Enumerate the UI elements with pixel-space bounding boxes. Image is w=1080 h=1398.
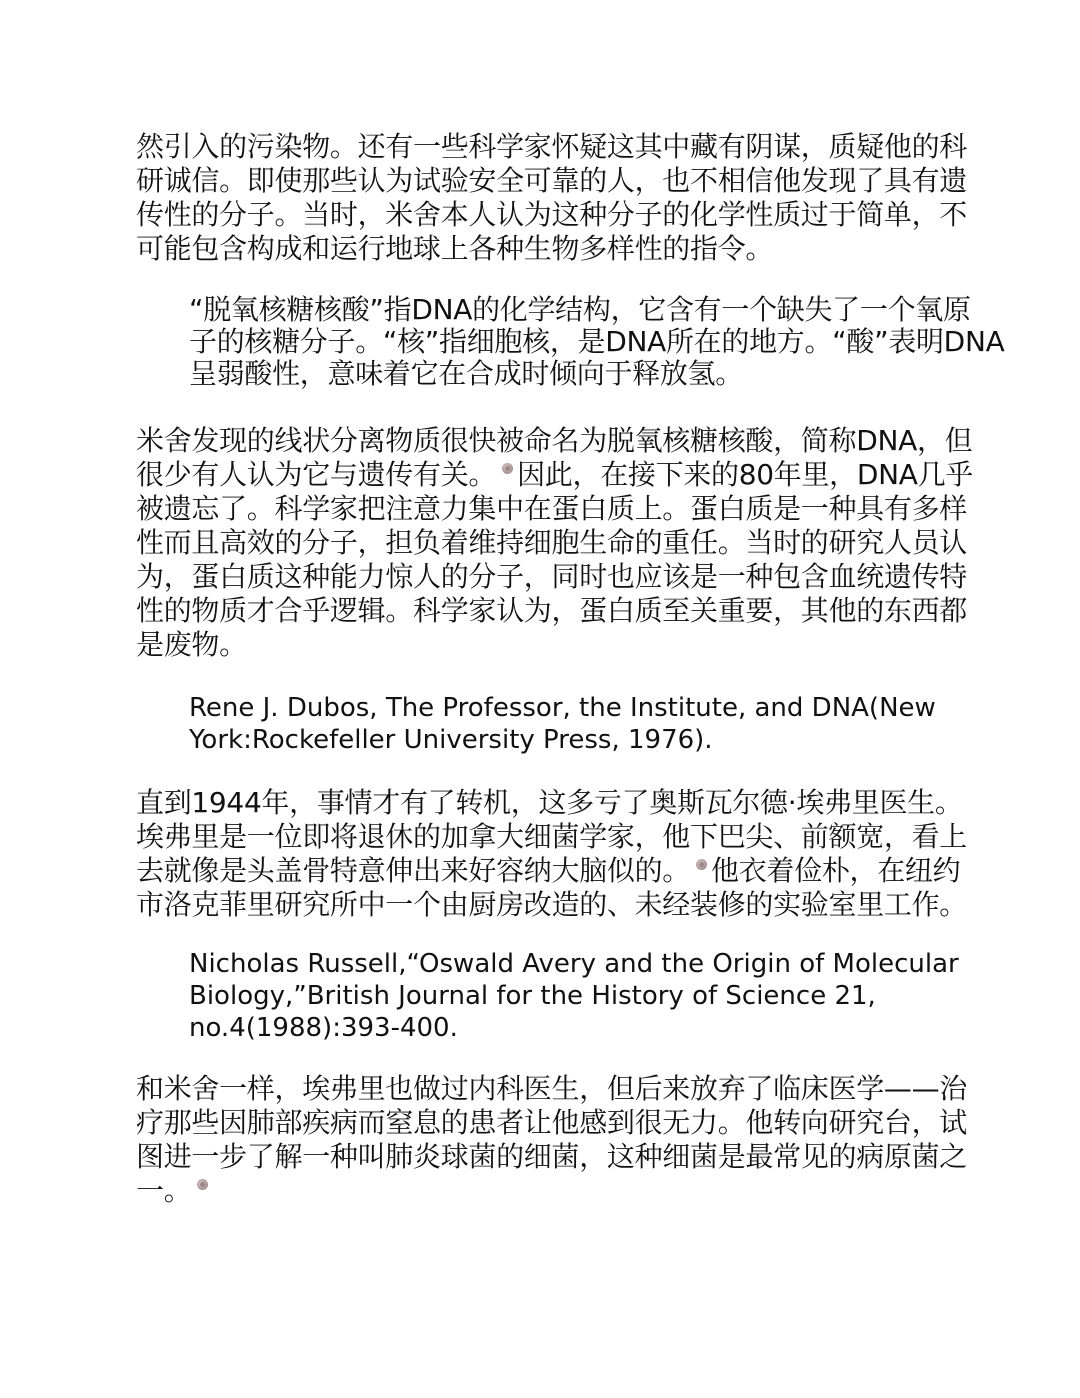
footnote-marker-icon[interactable]: [197, 1179, 208, 1190]
footnote-marker-icon[interactable]: [502, 463, 513, 474]
footnote-marker-icon[interactable]: [696, 859, 707, 870]
text-line: 性而且高效的分子，担负着维持细胞生命的重任。当时的研究人员认: [136, 526, 968, 559]
footnote-line: Rene J. Dubos, The Professor, the Institute, and DNA(New: [189, 693, 936, 723]
body-paragraph-1: [136, 130, 968, 266]
text-line: 性的物质才合乎逻辑。科学家认为，蛋白质至关重要，其他的东西都: [136, 594, 968, 627]
footnote-dubos-citation: [189, 692, 959, 756]
footnote-line: “脱氧核糖核酸”指DNA的化学结构，它含有一个缺失了一个氧原: [189, 293, 971, 326]
footnote-line: Biology,”British Journal for the History of Science 21,: [189, 981, 876, 1011]
text-fragment: 他衣着俭朴，在纽约: [711, 854, 961, 887]
body-paragraph-2: [136, 424, 974, 662]
text-line: 米舍发现的线状分离物质很快被命名为脱氧核糖核酸，简称DNA，但: [136, 424, 973, 457]
text-fragment: 去就像是头盖骨特意伸出来好容纳大脑似的。: [136, 854, 691, 887]
text-fragment: 因此，在接下来的80年里，DNA几乎: [517, 458, 974, 491]
footnote-line: 子的核糖分子。“核”指细胞核，是DNA所在的地方。“酸”表明DNA: [189, 325, 1005, 358]
text-line: 为，蛋白质这种能力惊人的分子，同时也应该是一种包含血统遗传特: [136, 560, 968, 593]
text-line: 市洛克菲里研究所中一个由厨房改造的、未经装修的实验室里工作。: [136, 888, 968, 921]
text-line: 被遗忘了。科学家把注意力集中在蛋白质上。蛋白质是一种具有多样: [136, 492, 968, 525]
text-line: 直到1944年，事情才有了转机，这多亏了奥斯瓦尔德·埃弗里医生。: [136, 786, 963, 819]
text-fragment: 很少有人认为它与遗传有关。: [136, 458, 497, 491]
text-line: 研诚信。即使那些认为试验安全可靠的人，也不相信他发现了具有遗: [136, 164, 968, 197]
text-line: 埃弗里是一位即将退休的加拿大细菌学家，他下巴尖、前额宽，看上: [136, 820, 968, 853]
footnote-russell-citation: [189, 948, 959, 1044]
text-line: 和米舍一样，埃弗里也做过内科医生，但后来放弃了临床医学——治: [136, 1072, 968, 1105]
text-line: [136, 854, 961, 888]
text-line: [136, 1174, 946, 1208]
text-line: 是废物。: [136, 628, 247, 661]
text-fragment: 一。: [136, 1174, 192, 1207]
text-line: 疗那些因肺部疾病而窒息的患者让他感到很无力。他转向研究台，试: [136, 1106, 968, 1139]
footnote-dna-definition: [189, 293, 1005, 390]
footnote-line: no.4(1988):393-400.: [189, 1013, 458, 1043]
text-line: 传性的分子。当时，米舍本人认为这种分子的化学性质过于简单，不: [136, 198, 968, 231]
text-line: [136, 458, 974, 492]
footnote-line: 呈弱酸性，意味着它在合成时倾向于释放氢。: [189, 357, 744, 390]
footnote-line: Nicholas Russell,“Oswald Avery and the Origin of Molecular: [189, 949, 959, 979]
text-line: 然引入的污染物。还有一些科学家怀疑这其中藏有阴谋，质疑他的科: [136, 130, 968, 163]
text-line: 图进一步了解一种叫肺炎球菌的细菌，这种细菌是最常见的病原菌之: [136, 1140, 968, 1173]
footnote-line: York:Rockefeller University Press, 1976).: [189, 725, 713, 755]
text-line: 可能包含构成和运行地球上各种生物多样性的指令。: [136, 232, 774, 265]
body-paragraph-3: [136, 786, 968, 922]
body-paragraph-4: [136, 1072, 968, 1208]
